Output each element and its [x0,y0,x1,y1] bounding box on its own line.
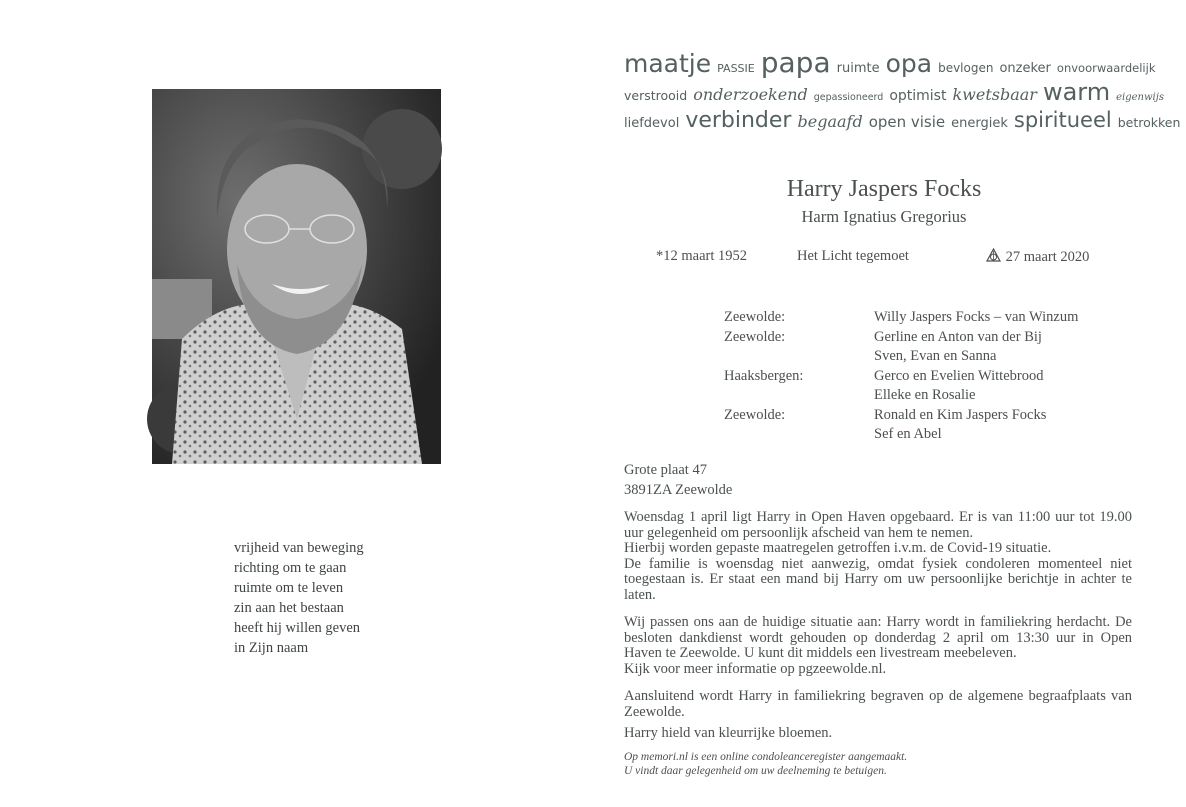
paragraph: Wij passen ons aan de huidige situatie aan: Harry wordt in familiekring herdacht. De besloten dankdienst wordt gehouden op donderdag 2 april om 13:30 uur in Open Haven te Zeewolde. U kunt dit middels een livestream meebeleven. [624,614,1132,661]
family-names: Gerco en Evelien Wittebrood [874,367,1044,384]
word-cloud-word: eigenwijs [1116,92,1164,103]
paragraph: Hierbij worden gepaste maatregelen getroffen i.v.m. de Covid-19 situatie. [624,540,1052,556]
word-cloud-word: onzeker [999,61,1051,76]
word-cloud-word: betrokken [1117,115,1181,130]
word-cloud-word: warm [1042,78,1111,106]
family-place: Zeewolde: [724,309,786,325]
death-date-group [985,248,1089,266]
paragraph: Harry hield van kleurrijke bloemen. [624,725,833,741]
word-cloud-word: ruimte [836,61,880,76]
word-cloud-word: onderzoekend [693,85,808,104]
word-cloud-word: kwetsbaar [952,85,1037,104]
family-names: Sven, Evan en Sanna [874,348,997,364]
family-place: Haaksbergen: [724,367,804,384]
poem-line: vrijheid van beweging [234,540,364,556]
paragraph: De familie is woensdag niet aanwezig, omdat fysiek condoleren momenteel niet toegestaan is. Er staat een mand bij Harry om uw persoonlijke berichtje in achter te laten. [624,555,1132,603]
word-cloud-word: open visie [868,113,946,131]
poem [234,538,364,658]
family-row [724,386,1078,406]
deceased-full-name: Harm Ignatius Gregorius [801,207,967,226]
family-row [724,406,1078,426]
word-cloud-row [624,78,1170,106]
word-cloud-word: verstrooid [624,88,688,103]
condolence-note [624,750,1132,779]
portrait-photo-drawing [152,89,441,464]
family-place [724,386,874,406]
word-cloud-word: begaafd [797,112,863,131]
family-row [724,367,1078,387]
word-cloud-word: energiek [951,116,1008,131]
address-street: Grote plaat 47 [624,462,707,478]
death-date: 27 maart 2020 [1005,249,1090,265]
family-place: Zeewolde: [724,406,786,423]
birth-date: *12 maart 1952 [656,248,748,264]
poem-line: heeft hij willen geven [234,620,361,636]
word-cloud-word: PASSIE [717,62,755,75]
cross-symbol-icon [985,249,1006,265]
family-place [724,425,874,445]
word-cloud-word: opa [885,49,933,78]
paragraph: Aansluitend wordt Harry in familiekring begraven op de algemene begraafplaats van Zeewolde. [624,688,1132,720]
word-cloud-word: optimist [889,88,947,104]
family-list [724,308,1078,445]
family-names: Willy Jaspers Focks – van Winzum [874,309,1079,325]
family-row [724,347,1078,367]
address-city: 3891ZA Zeewolde [624,482,733,498]
address [624,460,1132,500]
word-cloud-word: maatje [624,49,712,78]
family-place: Zeewolde: [724,328,786,345]
phrase: Het Licht tegemoet [797,248,909,264]
family-row [724,328,1078,348]
family-names: Gerline en Anton van der Bij [874,328,1042,345]
word-cloud-word: verbinder [685,108,792,133]
word-cloud-row [624,46,1161,79]
word-cloud-word: gepassioneerd [813,92,884,103]
poem-line: ruimte om te leven [234,580,344,596]
family-row [724,308,1078,328]
family-names: Ronald en Kim Jaspers Focks [874,406,1047,423]
portrait-photo [152,89,441,464]
poem-line: zin aan het bestaan [234,600,344,616]
word-cloud-word: onvoorwaardelijk [1056,61,1156,75]
announcement-body [624,460,1132,779]
poem-line: in Zijn naam [234,640,309,656]
family-names: Sef en Abel [874,426,942,442]
family-row [724,425,1078,445]
note-line: Op memori.nl is een online condoleanceregister aangemaakt. [624,750,908,763]
word-cloud-word: liefdevol [624,116,680,131]
word-cloud-word: bevlogen [938,61,994,75]
note-line: U vindt daar gelegenheid om uw deelneming te betuigen. [624,765,887,777]
poem-line: richting om te gaan [234,560,347,576]
word-cloud-row [624,108,1186,133]
family-place [724,347,874,367]
word-cloud-word: spiritueel [1013,108,1112,132]
deceased-name: Harry Jaspers Focks [786,176,982,202]
paragraph: Woensdag 1 april ligt Harry in Open Haven opgebaard. Er is van 11:00 uur tot 19.00 uur gelegenheid om persoonlijk afscheid van hem te nemen. [624,509,1132,541]
paragraph: Kijk voor meer informatie op pgzeewolde.nl. [624,660,887,677]
family-names: Elleke en Rosalie [874,387,976,403]
word-cloud-word: papa [760,46,831,79]
